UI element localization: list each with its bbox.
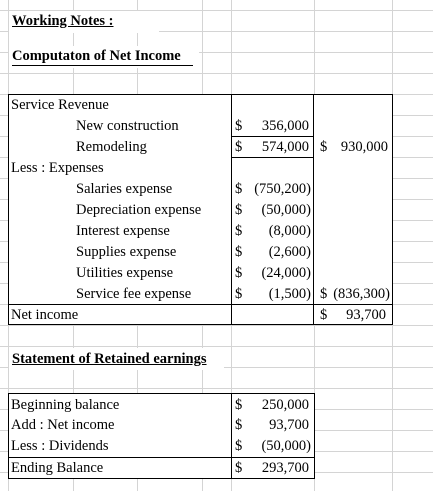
amount-value: (2,600) [268,244,311,260]
amount-value: 93,700 [269,417,309,433]
net-income-label: Net income [11,307,79,323]
amount-value: (50,000) [261,438,311,454]
amount-value: 93,700 [346,307,386,323]
currency-symbol: $ [235,118,243,134]
expense-label: Depreciation expense [76,202,202,218]
retained-row-label: Ending Balance [11,460,104,476]
amount-value: (750,200) [254,181,311,197]
currency-symbol: $ [320,286,328,302]
revenue-label: New construction [76,118,179,134]
amount-value: (24,000) [261,265,311,281]
retained-earnings-title: Statement of Retained earnings [12,351,207,367]
amount-value: 574,000 [261,139,309,155]
amount-value: 293,700 [261,460,309,476]
retained-row-label: Beginning balance [11,397,120,413]
amount-value: (50,000) [261,202,311,218]
expense-label: Interest expense [76,223,170,239]
net-income-section-title: Computaton of Net Income [12,47,193,66]
amount-value: (1,500) [268,286,311,302]
amount-value: 356,000 [261,118,309,134]
expense-label: Utilities expense [76,265,174,281]
revenue-label: Remodeling [76,139,147,155]
working-notes-title: Working Notes : [12,13,114,29]
currency-symbol: $ [235,417,243,433]
currency-symbol: $ [235,265,243,281]
less-expenses-label: Less : Expenses [11,160,104,176]
service-revenue-label: Service Revenue [11,97,109,113]
currency-symbol: $ [320,307,328,323]
expense-label: Service fee expense [76,286,192,302]
currency-symbol: $ [235,202,243,218]
currency-symbol: $ [320,139,328,155]
amount-value: (836,300) [333,286,390,302]
currency-symbol: $ [235,139,243,155]
amount-value: (8,000) [268,223,311,239]
currency-symbol: $ [235,181,243,197]
expense-label: Salaries expense [76,181,173,197]
currency-symbol: $ [235,397,243,413]
expense-label: Supplies expense [76,244,177,260]
currency-symbol: $ [235,244,243,260]
amount-value: 250,000 [261,397,309,413]
currency-symbol: $ [235,438,243,454]
currency-symbol: $ [235,223,243,239]
retained-row-label: Less : Dividends [11,438,109,454]
currency-symbol: $ [235,286,243,302]
retained-row-label: Add : Net income [11,417,115,433]
amount-value: 930,000 [340,139,388,155]
currency-symbol: $ [235,460,243,476]
